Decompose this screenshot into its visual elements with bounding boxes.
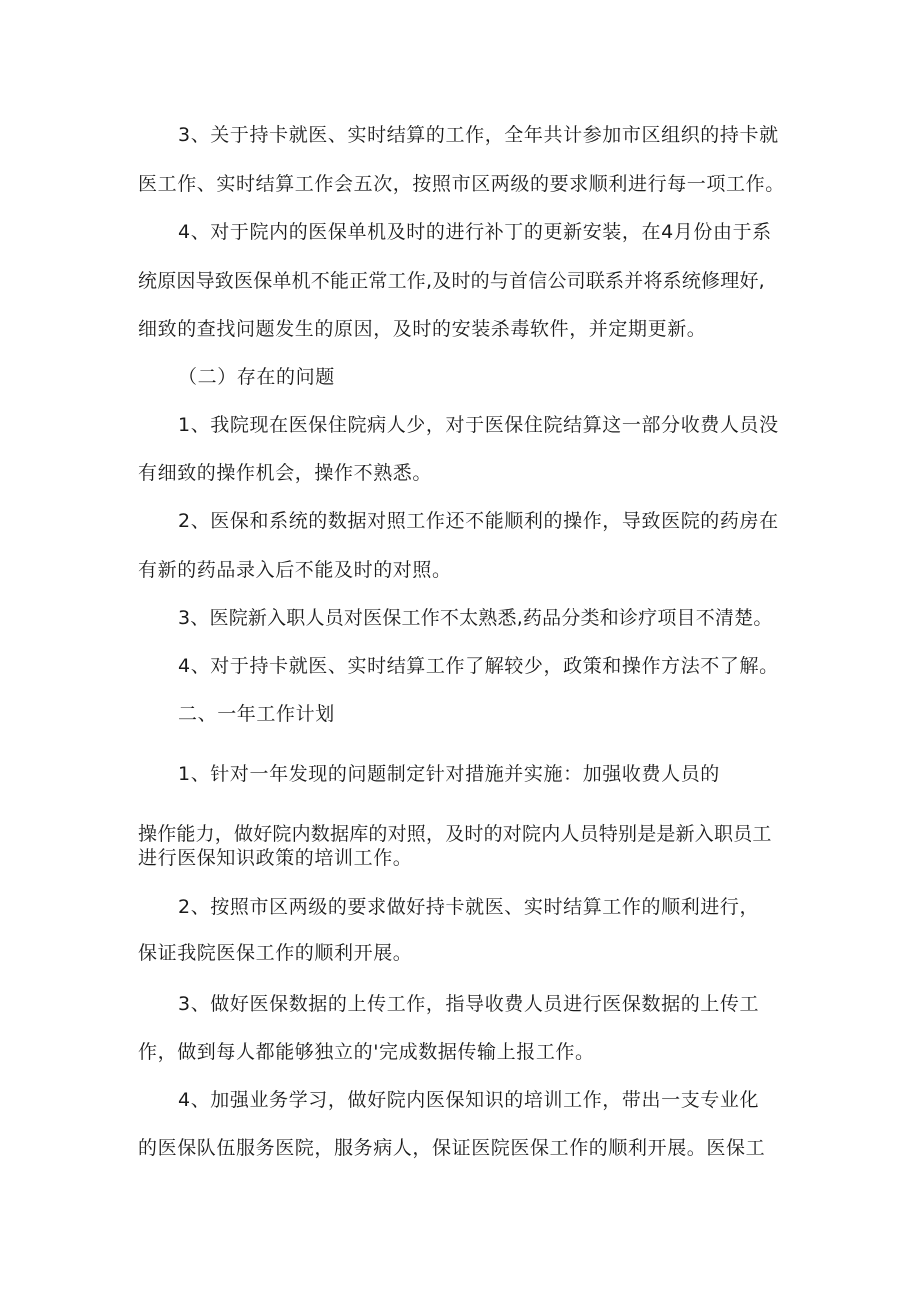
paragraph-line: 4、对于院内的医保单机及时的进行补丁的更新安装，在4月份由于系 bbox=[178, 221, 772, 243]
paragraph-line: 3、做好医保数据的上传工作，指导收费人员进行医保数据的上传工 bbox=[178, 993, 760, 1015]
paragraph-line: 的医保队伍服务医院，服务病人，保证医院医保工作的顺利开展。医保工 bbox=[138, 1137, 766, 1159]
paragraph-line: 操作能力，做好院内数据库的对照，及时的对院内人员特别是是新入职员工 bbox=[138, 823, 772, 845]
paragraph-line: 2、医保和系统的数据对照工作还不能顺利的操作，导致医院的药房在 bbox=[178, 510, 779, 532]
paragraph-line: 有新的药品录入后不能及时的对照。 bbox=[138, 559, 452, 581]
paragraph-line: 3、关于持卡就医、实时结算的工作，全年共计参加市区组织的持卡就 bbox=[178, 124, 779, 146]
paragraph-line: 3、医院新入职人员对医保工作不太熟悉,药品分类和诊疗项目不清楚。 bbox=[178, 607, 773, 629]
section-heading: 二、一年工作计划 bbox=[178, 703, 335, 725]
section-heading: （二）存在的问题 bbox=[178, 366, 335, 388]
paragraph-line: 医工作、实时结算工作会五次，按照市区两级的要求顺利进行每一项工作。 bbox=[138, 173, 785, 195]
paragraph-line: 进行医保知识政策的培训工作。 bbox=[138, 847, 413, 869]
paragraph-line: 1、我院现在医保住院病人少，对于医保住院结算这一部分收费人员没 bbox=[178, 414, 779, 436]
paragraph-line: 有细致的操作机会，操作不熟悉。 bbox=[138, 462, 433, 484]
paragraph-line: 4、加强业务学习，做好院内医保知识的培训工作，带出一支专业化 bbox=[178, 1089, 760, 1111]
paragraph-line: 保证我院医保工作的顺利开展。 bbox=[138, 942, 413, 964]
paragraph-line: 2、按照市区两级的要求做好持卡就医、实时结算工作的顺利进行， bbox=[178, 896, 760, 918]
paragraph-line: 1、针对一年发现的问题制定针对措施并实施：加强收费人员的 bbox=[178, 763, 720, 785]
paragraph-line: 4、对于持卡就医、实时结算工作了解较少，政策和操作方法不了解。 bbox=[178, 655, 779, 677]
paragraph-line: 细致的查找问题发生的原因，及时的安装杀毒软件，并定期更新。 bbox=[138, 318, 707, 340]
paragraph-line: 统原因导致医保单机不能正常工作,及时的与首信公司联系并将系统修理好, bbox=[138, 270, 765, 292]
paragraph-line: 作，做到每人都能够独立的'完成数据传输上报工作。 bbox=[138, 1041, 595, 1063]
